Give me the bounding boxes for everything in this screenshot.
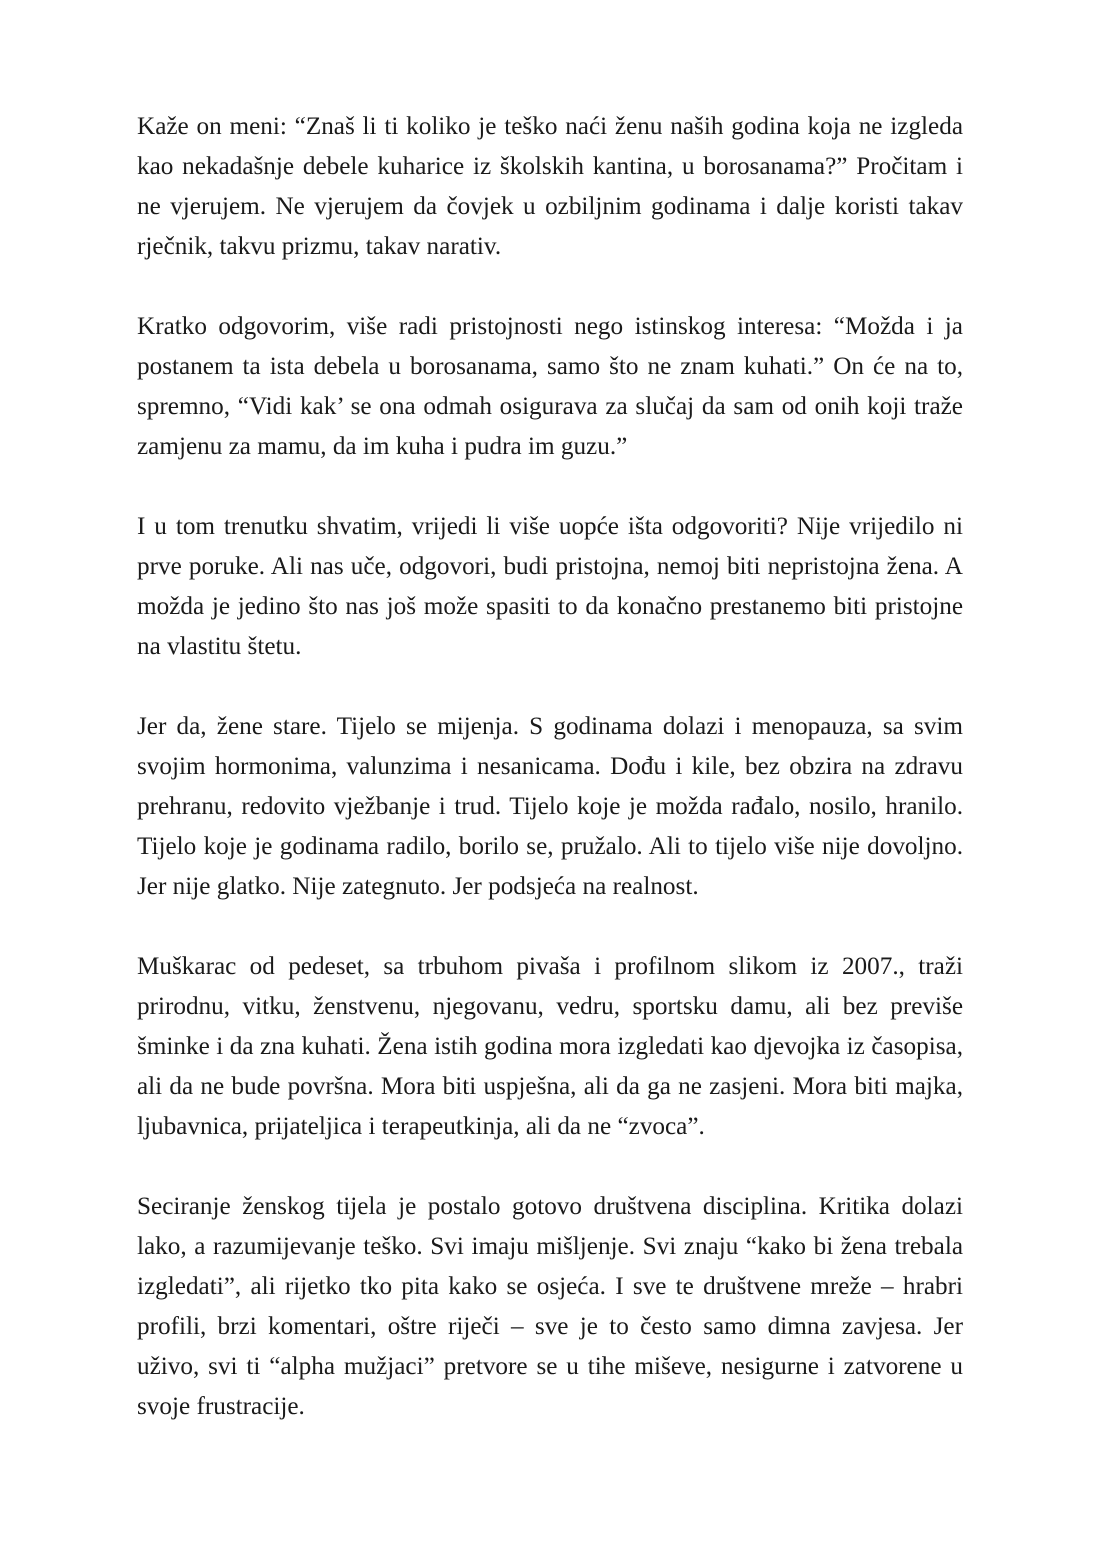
paragraph-6: Seciranje ženskog tijela je postalo gotovo društvena disciplina. Kritika dolazi lako, a razumijevanje teško. Svi imaju mišljenje. Svi znaju “kako bi žena trebala izgledati”, ali rijetko tko pita kako se osjeća. I sve te društvene mreže – hrabri profili, brzi komentari, oštre riječi – sve je to često samo dimna zavjesa. Jer uživo, svi ti “alpha mužjaci” pretvore se u tihe miševe, nesigurne i zatvorene u svoje frustracije. bbox=[137, 1193, 963, 1420]
paragraph-5: Muškarac od pedeset, sa trbuhom pivaša i profilnom slikom iz 2007., traži prirodnu, vitku, ženstvenu, njegovanu, vedru, sportsku damu, ali bez previše šminke i da zna kuhati. Žena istih godina mora izgledati kao djevojka iz časopisa, ali da ne bude površna. Mora biti uspješna, ali da ga ne zasjeni. Mora biti majka, ljubavnica, prijateljica i terapeutkinja, ali da ne “zvoca”. bbox=[137, 953, 963, 1140]
paragraph-3: I u tom trenutku shvatim, vrijedi li više uopće išta odgovoriti? Nije vrijedilo ni prve poruke. Ali nas uče, odgovori, budi pristojna, nemoj biti nepristojna žena. A možda je jedino što nas još može spasiti to da konačno prestanemo biti pristojne na vlastitu štetu. bbox=[137, 513, 963, 660]
paragraph-4: Jer da, žene stare. Tijelo se mijenja. S godinama dolazi i menopauza, sa svim svojim hormonima, valunzima i nesanicama. Dođu i kile, bez obzira na zdravu prehranu, redovito vježbanje i trud. Tijelo koje je možda rađalo, nosilo, hranilo. Tijelo koje je godinama radilo, borilo se, pružalo. Ali to tijelo više nije dovoljno. Jer nije glatko. Nije zategnuto. Jer podsjeća na realnost. bbox=[137, 713, 963, 900]
document-page bbox=[137, 107, 963, 1427]
paragraph-2: Kratko odgovorim, više radi pristojnosti nego istinskog interesa: “Možda i ja postanem ta ista debela u borosanama, samo što ne znam kuhati.” On će na to, spremno, “Vidi kak’ se ona odmah osigurava za slučaj da sam od onih koji traže zamjenu za mamu, da im kuha i pudra im guzu.” bbox=[137, 313, 963, 460]
paragraph-1: Kaže on meni: “Znaš li ti koliko je teško naći ženu naših godina koja ne izgleda kao nekadašnje debele kuharice iz školskih kantina, u borosanama?” Pročitam i ne vjerujem. Ne vjerujem da čovjek u ozbiljnim godinama i dalje koristi takav rječnik, takvu prizmu, takav narativ. bbox=[137, 113, 963, 260]
